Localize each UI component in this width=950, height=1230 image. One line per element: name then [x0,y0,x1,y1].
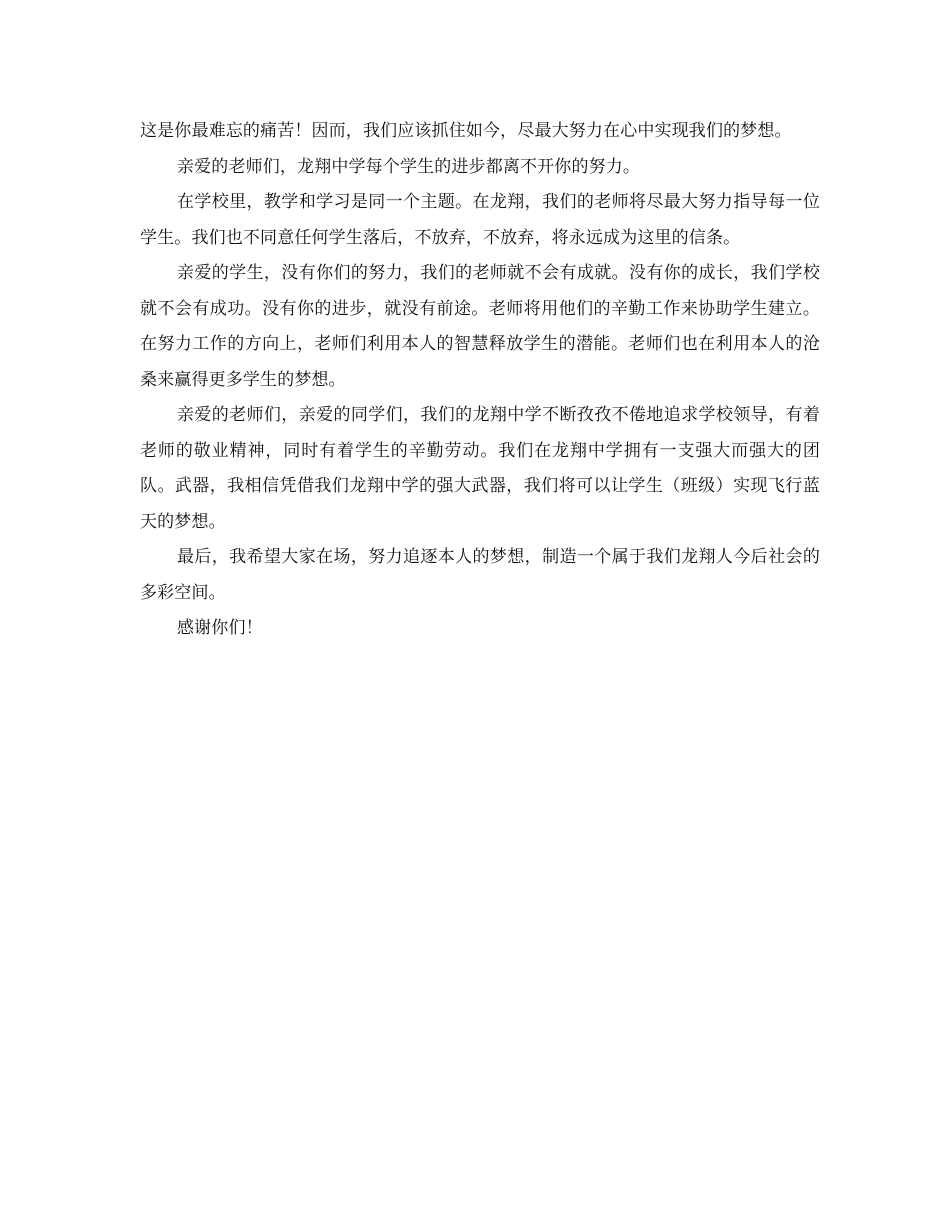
paragraph-thanks: 感谢你们！ [177,618,263,638]
paragraph-continuation: 这是你最难忘的痛苦！因而，我们应该抓住如今，尽最大努力在心中实现我们的梦想。 [140,121,792,141]
paragraph-closing-wish: 最后，我希望大家在场，努力追逐本人的梦想，制造一个属于我们龙翔人今后社会的多彩空间。 [140,547,820,603]
document-body [140,114,820,647]
paragraph-students: 亲爱的学生，没有你们的努力，我们的老师就不会有成就。没有你的成长，我们学校就不会有成功。没有你的进步，就没有前途。老师将用他们的辛勤工作来协助学生建立。在努力工作的方向上，老师们利用本人的智慧释放学生的潜能。老师们也在利用本人的沧桑来赢得更多学生的梦想。 [140,263,820,390]
paragraph-team: 亲爱的老师们，亲爱的同学们，我们的龙翔中学不断孜孜不倦地追求学校领导，有着老师的敬业精神，同时有着学生的辛勤劳动。我们在龙翔中学拥有一支强大而强大的团队。武器，我相信凭借我们龙翔中学的强大武器，我们将可以让学生（班级）实现飞行蓝天的梦想。 [140,405,820,532]
paragraph-school-theme: 在学校里，教学和学习是同一个主题。在龙翔，我们的老师将尽最大努力指导每一位学生。我们也不同意任何学生落后，不放弃，不放弃，将永远成为这里的信条。 [140,192,820,248]
paragraph-teachers-effort: 亲爱的老师们，龙翔中学每个学生的进步都离不开你的努力。 [177,156,641,177]
